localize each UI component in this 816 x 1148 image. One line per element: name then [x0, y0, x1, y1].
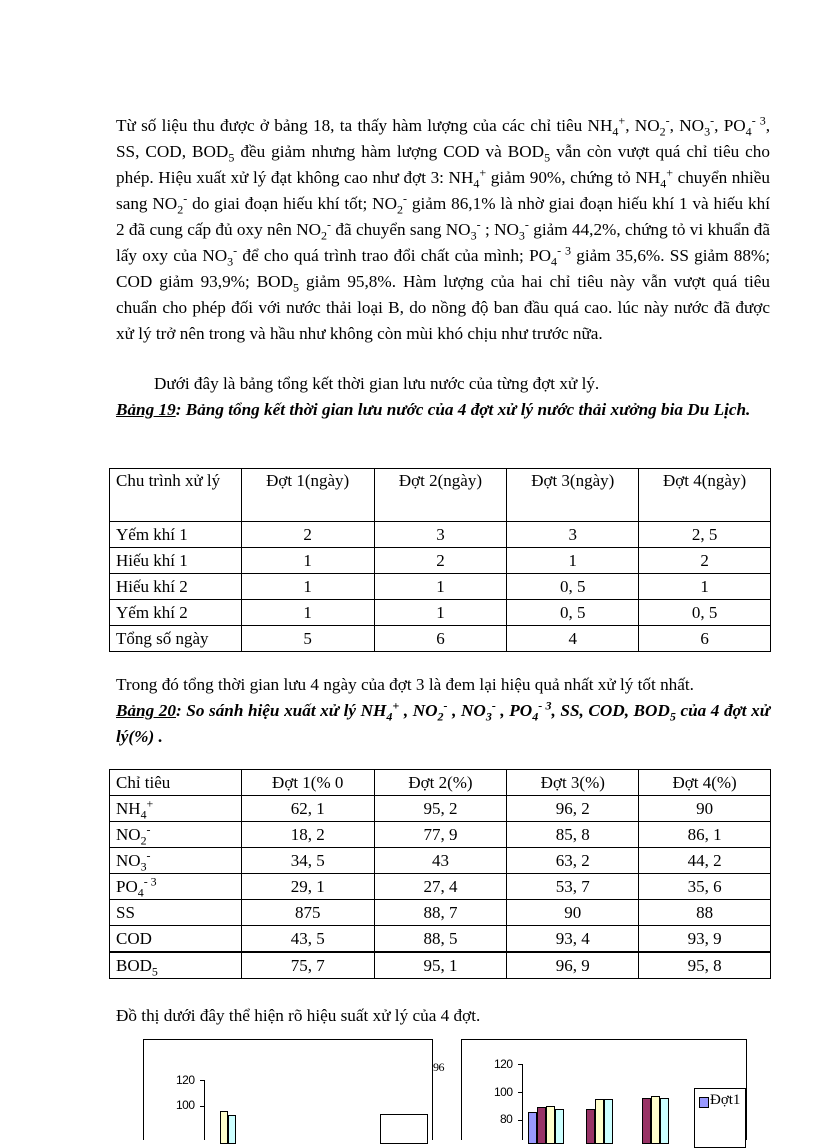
table19-header-cell: Đợt 3(ngày)	[507, 469, 639, 522]
sup: +	[618, 113, 626, 128]
p1-text: chuyển nhiều sang NO	[116, 168, 770, 213]
sub: 2	[321, 228, 328, 243]
sup: -	[146, 821, 151, 836]
table20-cell: 95, 2	[374, 796, 507, 822]
table20-row-label	[110, 796, 242, 822]
table19-caption	[116, 397, 770, 423]
table19-header-cell: Chu trình xử lý	[110, 469, 242, 522]
table-row	[110, 822, 771, 848]
table20-cell: 53, 7	[507, 874, 639, 900]
p1-text: để cho quá trình trao đổi chất của mình; PO	[237, 246, 552, 265]
table19-cell: 2	[241, 522, 374, 548]
table19-cell: 2, 5	[639, 522, 771, 548]
sub: 4	[473, 176, 480, 191]
sub: 3	[470, 228, 477, 243]
chart-right-bar	[555, 1109, 564, 1144]
chart-left	[143, 1039, 433, 1140]
table20-cell: 63, 2	[507, 848, 639, 874]
p1-text: , NO	[625, 116, 660, 135]
table19-cell: 1	[374, 600, 507, 626]
chart-left-y-axis	[204, 1080, 205, 1140]
p1-text: vẫn còn vượt quá chỉ tiêu cho phép. Hiệu xuất xử lý đạt không cao như đợt 3: NH	[116, 142, 770, 187]
table20-cell: 29, 1	[241, 874, 374, 900]
table19-cell: 1	[241, 600, 374, 626]
chart-right	[461, 1039, 747, 1140]
table-row	[110, 574, 771, 600]
table19-cell: 3	[507, 522, 639, 548]
table20-cell: 44, 2	[639, 848, 771, 874]
chart-right-tick	[518, 1092, 522, 1093]
table20-cell: 90	[507, 900, 639, 926]
table19-header-cell: Đợt 4(ngày)	[639, 469, 771, 522]
chart-right-legend	[694, 1088, 746, 1148]
table20-row-label: SS	[110, 900, 242, 926]
row-label-text: BOD	[116, 955, 152, 975]
chart-right-bar	[604, 1099, 613, 1144]
sup: -	[403, 191, 408, 206]
chart-left-ytick-120: 120	[176, 1073, 195, 1087]
chart-left-ytick-100: 100	[176, 1098, 195, 1112]
table20-cell: 88	[639, 900, 771, 926]
table20-caption-label: Bảng 20	[116, 701, 176, 720]
legend-swatch-dot1	[699, 1097, 709, 1108]
p1-text: đều giảm nhưng hàm lượng COD và BOD	[234, 142, 545, 161]
chart-right-bar	[537, 1107, 546, 1144]
table20-row-label	[110, 952, 242, 979]
table19-cell: 0, 5	[507, 600, 639, 626]
sup: -	[183, 191, 188, 206]
caption-text: , NO	[447, 701, 486, 720]
sub: 4	[137, 884, 144, 899]
table19-cell: 0, 5	[507, 574, 639, 600]
table-row	[110, 952, 771, 979]
caption-text: , SS, COD, BOD	[551, 701, 670, 720]
table19-cell: 5	[241, 626, 374, 652]
table20-cell: 43, 5	[241, 926, 374, 953]
sup: - 3	[538, 698, 552, 713]
p1-text: , NO	[669, 116, 705, 135]
table19-cell: 2	[374, 548, 507, 574]
table-row	[110, 796, 771, 822]
paragraph-summary-intro: Dưới đây là bảng tổng kết thời gian lưu nước của từng đợt xử lý.	[154, 374, 600, 393]
sub: 5	[151, 963, 158, 978]
p1-text: do giai đoạn hiếu khí tốt; NO	[187, 194, 397, 213]
table19-cell: 6	[639, 626, 771, 652]
sup: - 3	[751, 113, 766, 128]
sub: 4	[551, 254, 558, 269]
chart-right-bar	[586, 1109, 595, 1144]
table19-cell: 4	[507, 626, 639, 652]
table20-cell: 90	[639, 796, 771, 822]
table20-header-cell: Đợt 2(%)	[374, 770, 507, 796]
row-label-text: NH	[116, 798, 141, 818]
chart-right-bar	[528, 1112, 537, 1144]
table20-row-label: COD	[110, 926, 242, 953]
chart-right-y-axis	[522, 1064, 523, 1140]
sub: 5	[669, 709, 676, 724]
table-row	[110, 522, 771, 548]
sub: 2	[437, 709, 444, 724]
caption-text: của 4 đợt xử lý(%) .	[116, 701, 771, 746]
sub: 4	[386, 709, 393, 724]
table19-row-label: Hiếu khí 1	[110, 548, 242, 574]
legend-label-dot1: Đợt1	[710, 1092, 741, 1108]
sup: -	[710, 113, 715, 128]
p1-text: , PO	[714, 116, 746, 135]
table20-cell: 18, 2	[241, 822, 374, 848]
table-row	[110, 848, 771, 874]
table20-cell: 88, 7	[374, 900, 507, 926]
table20-cell: 96, 2	[507, 796, 639, 822]
chart-left-legend-box	[380, 1114, 428, 1144]
table20-cell: 77, 9	[374, 822, 507, 848]
table20-cell: 96, 9	[507, 952, 639, 979]
chart-left-tick	[200, 1080, 204, 1081]
sup: -	[524, 217, 529, 232]
chart-right-bar	[660, 1098, 669, 1144]
table19-header-row	[110, 469, 771, 522]
table19-cell: 1	[639, 574, 771, 600]
table20-cell: 95, 1	[374, 952, 507, 979]
sub: 5	[228, 150, 235, 165]
p1-text: giảm 44,2%, chứng tỏ vi khuẩn đã lấy oxy của NO	[116, 220, 771, 265]
p1-text: giảm 95,8%. Hàm lượng của hai chỉ tiêu này vẫn vượt quá tiêu chuẩn cho phép đối với nước thải loại B, do nồng độ ban đầu quá cao. lúc này nước đã được xử lý trở nên trong và hầu như không còn mùi khó chịu như trước nữa.	[116, 272, 770, 343]
row-label-text: NO	[116, 850, 141, 870]
p1-text: đã chuyển sang NO	[331, 220, 471, 239]
sub: 2	[140, 832, 147, 847]
sub: 2	[396, 202, 403, 217]
chart-right-tick	[518, 1064, 522, 1065]
table20-cell: 875	[241, 900, 374, 926]
table20-caption	[116, 698, 770, 750]
table19-cell: 1	[374, 574, 507, 600]
chart-top-label: 96	[433, 1060, 444, 1074]
sup: -	[443, 698, 448, 713]
chart-left-bar	[228, 1115, 236, 1144]
chart-left-bar	[220, 1111, 228, 1144]
table19-cell: 2	[639, 548, 771, 574]
paragraph-results-discussion	[116, 113, 770, 347]
sub: 3	[485, 709, 492, 724]
paragraph-chart-intro: Đồ thị dưới đây thể hiện rõ hiệu suất xử lý của 4 đợt.	[116, 1006, 481, 1025]
table20-cell: 93, 4	[507, 926, 639, 953]
sup: -	[146, 847, 151, 862]
sub: 4	[532, 709, 539, 724]
table19-row-label: Tổng số ngày	[110, 626, 242, 652]
sup: +	[666, 165, 673, 180]
chart-right-ytick-100: 100	[494, 1085, 513, 1099]
table20-cell: 85, 8	[507, 822, 639, 848]
table20	[109, 769, 771, 979]
sup: +	[392, 698, 400, 713]
table20-header-row	[110, 770, 771, 796]
sub: 3	[518, 228, 525, 243]
caption-text: : So sánh hiệu xuất xử lý NH	[175, 701, 387, 720]
chart-right-tick	[518, 1120, 522, 1121]
sup: -	[476, 217, 481, 232]
table20-cell: 27, 4	[374, 874, 507, 900]
sub: 4	[660, 176, 667, 191]
paragraph-best-batch: Trong đó tổng thời gian lưu 4 ngày của đợt 3 là đem lại hiệu quả nhất xử lý tốt nhất.	[116, 675, 694, 694]
sup: -	[491, 698, 496, 713]
table19-header-cell: Đợt 1(ngày)	[241, 469, 374, 522]
table20-row-label	[110, 822, 242, 848]
table19-cell: 0, 5	[639, 600, 771, 626]
chart-right-bar	[595, 1099, 604, 1144]
row-label-text: PO	[116, 876, 138, 896]
table-row	[110, 926, 771, 953]
chart-right-ytick-80: 80	[500, 1112, 513, 1126]
p1-text: giảm 86,1% là nhờ giai đoạn hiếu khí 1 và hiếu khí 2 đã cung cấp đủ oxy nên NO	[116, 194, 770, 239]
sub: 5	[293, 280, 300, 295]
table-row	[110, 874, 771, 900]
sub: 4	[612, 124, 619, 139]
table19-row-label: Yếm khí 2	[110, 600, 242, 626]
table20-cell: 75, 7	[241, 952, 374, 979]
table20-header-cell: Đợt 3(%)	[507, 770, 639, 796]
table19-cell: 3	[374, 522, 507, 548]
chart-left-tick	[200, 1106, 204, 1107]
table20-cell: 86, 1	[639, 822, 771, 848]
chart-right-ytick-120: 120	[494, 1057, 513, 1071]
chart-right-bar	[642, 1098, 651, 1144]
table20-cell: 34, 5	[241, 848, 374, 874]
table19-cell: 1	[507, 548, 639, 574]
sup: -	[233, 243, 238, 258]
sub: 5	[544, 150, 551, 165]
sub: 4	[140, 806, 147, 821]
sub: 4	[745, 124, 752, 139]
caption-text: , PO	[495, 701, 533, 720]
sup: -	[327, 217, 332, 232]
p1-text: giảm 35,6%. SS giảm 88%; COD giảm 93,9%; BOD	[116, 246, 771, 291]
p1-text: Từ số liệu thu được ở bảng 18, ta thấy hàm lượng của các chỉ tiêu NH	[116, 116, 613, 135]
table-row	[110, 548, 771, 574]
row-label-text: NO	[116, 824, 141, 844]
sub: 2	[659, 124, 666, 139]
sup: +	[479, 165, 487, 180]
table20-header-cell: Đợt 1(% 0	[241, 770, 374, 796]
table20-cell: 95, 8	[639, 952, 771, 979]
table19-row-label: Hiếu khí 2	[110, 574, 242, 600]
table19-cell: 6	[374, 626, 507, 652]
table20-cell: 35, 6	[639, 874, 771, 900]
sup: - 3	[557, 243, 572, 258]
sup: -	[665, 113, 670, 128]
sub: 3	[227, 254, 234, 269]
p1-text: giảm 90%, chứng tỏ NH	[486, 168, 661, 187]
table19-cell: 1	[241, 548, 374, 574]
table-row	[110, 600, 771, 626]
chart-right-bar	[651, 1096, 660, 1144]
table20-cell: 43	[374, 848, 507, 874]
p1-text: ; NO	[480, 220, 519, 239]
chart-right-bar	[546, 1106, 555, 1144]
table19-caption-text: : Bảng tổng kết thời gian lưu nước của 4 đợt xử lý nước thải xưởng bia Du Lịch.	[175, 400, 751, 419]
table19-cell: 1	[241, 574, 374, 600]
caption-text: , NO	[399, 701, 438, 720]
table20-cell: 88, 5	[374, 926, 507, 953]
sup: +	[146, 795, 154, 810]
table20-cell: 62, 1	[241, 796, 374, 822]
sub: 2	[177, 202, 184, 217]
table20-row-label	[110, 848, 242, 874]
sup: - 3	[143, 873, 157, 888]
table19	[109, 468, 771, 652]
table19-row-label: Yếm khí 1	[110, 522, 242, 548]
table19-caption-label: Bảng 19	[116, 400, 176, 419]
p1-text: , SS, COD, BOD	[116, 116, 771, 161]
table20-cell: 93, 9	[639, 926, 771, 953]
table-row	[110, 626, 771, 652]
sub: 3	[140, 858, 147, 873]
sub: 3	[704, 124, 711, 139]
table20-row-label	[110, 874, 242, 900]
table-row	[110, 900, 771, 926]
table19-header-cell: Đợt 2(ngày)	[374, 469, 507, 522]
table20-header-cell: Đợt 4(%)	[639, 770, 771, 796]
table20-header-cell: Chỉ tiêu	[110, 770, 242, 796]
